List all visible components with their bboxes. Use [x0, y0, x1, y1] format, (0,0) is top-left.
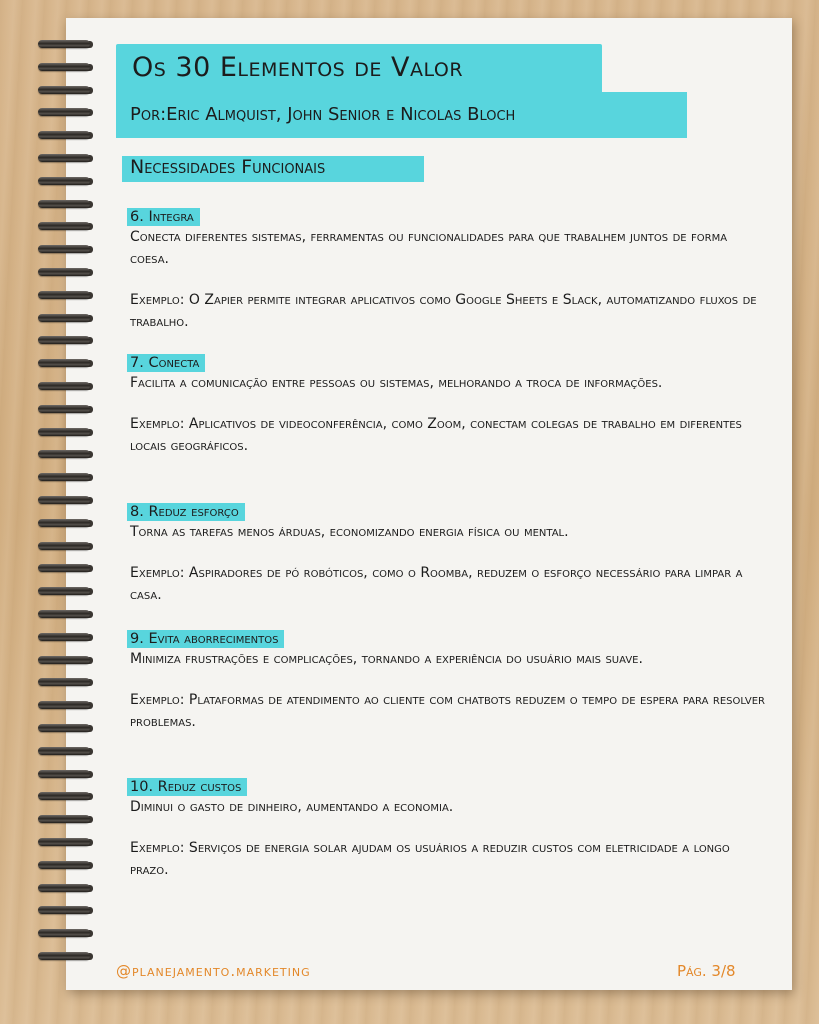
spiral-ring [36, 198, 100, 211]
spiral-ring [36, 266, 100, 279]
spiral-ring [36, 243, 100, 256]
spiral-ring [36, 745, 100, 758]
page-title: Os 30 Elementos de Valor [132, 52, 464, 83]
spiral-ring [36, 927, 100, 940]
section-title: Necessidades Funcionais [130, 156, 326, 178]
spiral-ring [36, 403, 100, 416]
spiral-ring [36, 859, 100, 872]
spiral-ring [36, 334, 100, 347]
item-example: Exemplo: Aspiradores de pó robóticos, como o Roomba, reduzem o esforço necessário para limpar a casa. [130, 565, 743, 603]
spiral-ring [36, 768, 100, 781]
spiral-ring [36, 676, 100, 689]
item-description: Minimiza frustrações e complicações, tornando a experiência do usuário mais suave. [130, 651, 643, 667]
list-item [130, 352, 770, 457]
item-heading: 7. Conecta [127, 354, 205, 372]
spiral-ring [36, 562, 100, 575]
spiral-ring [36, 175, 100, 188]
spiral-ring [36, 220, 100, 233]
spiral-binding [36, 38, 102, 978]
spiral-ring [36, 882, 100, 895]
spiral-ring [36, 129, 100, 142]
page-subtitle: Por:Eric Almquist, John Senior e Nicolas Bloch [130, 104, 516, 125]
item-example: Exemplo: Aplicativos de videoconferência, como Zoom, conectam colegas de trabalho em diferentes locais geográficos. [130, 416, 742, 454]
list-item [130, 206, 770, 333]
item-heading: 10. Reduz custos [127, 778, 247, 796]
spiral-ring [36, 722, 100, 735]
list-item [130, 501, 770, 606]
instagram-handle: @planejamento.marketing [116, 962, 311, 980]
spiral-ring [36, 813, 100, 826]
spiral-ring [36, 84, 100, 97]
list-item [130, 628, 770, 733]
item-heading: 8. Reduz esforço [127, 503, 245, 521]
spiral-ring [36, 426, 100, 439]
item-description: Torna as tarefas menos árduas, economizando energia física ou mental. [130, 524, 569, 540]
item-description: Conecta diferentes sistemas, ferramentas ou funcionalidades para que trabalhem juntos de forma coesa. [130, 229, 728, 267]
spiral-ring [36, 471, 100, 484]
spiral-ring [36, 631, 100, 644]
spiral-ring [36, 699, 100, 712]
page-number: Pág. 3/8 [677, 962, 736, 980]
item-example: Exemplo: O Zapier permite integrar aplicativos como Google Sheets e Slack, automatizando fluxos de trabalho. [130, 292, 757, 330]
spiral-ring [36, 950, 100, 963]
spiral-ring [36, 836, 100, 849]
spiral-ring [36, 517, 100, 530]
spiral-ring [36, 152, 100, 165]
spiral-ring [36, 38, 100, 51]
item-description: Diminui o gasto de dinheiro, aumentando a economia. [130, 799, 454, 815]
list-item [130, 776, 770, 881]
item-example: Exemplo: Plataformas de atendimento ao cliente com chatbots reduzem o tempo de espera para resolver problemas. [130, 692, 765, 730]
spiral-ring [36, 380, 100, 393]
item-description: Facilita a comunicação entre pessoas ou sistemas, melhorando a troca de informações. [130, 375, 663, 391]
spiral-ring [36, 790, 100, 803]
spiral-ring [36, 904, 100, 917]
item-heading: 6. Integra [127, 208, 200, 226]
spiral-ring [36, 448, 100, 461]
spiral-ring [36, 585, 100, 598]
spiral-ring [36, 61, 100, 74]
spiral-ring [36, 106, 100, 119]
spiral-ring [36, 494, 100, 507]
spiral-ring [36, 357, 100, 370]
item-heading: 9. Evita aborrecimentos [127, 630, 284, 648]
spiral-ring [36, 540, 100, 553]
item-example: Exemplo: Serviços de energia solar ajudam os usuários a reduzir custos com eletricidade a longo prazo. [130, 840, 730, 878]
spiral-ring [36, 654, 100, 667]
spiral-ring [36, 289, 100, 302]
spiral-ring [36, 312, 100, 325]
spiral-ring [36, 608, 100, 621]
